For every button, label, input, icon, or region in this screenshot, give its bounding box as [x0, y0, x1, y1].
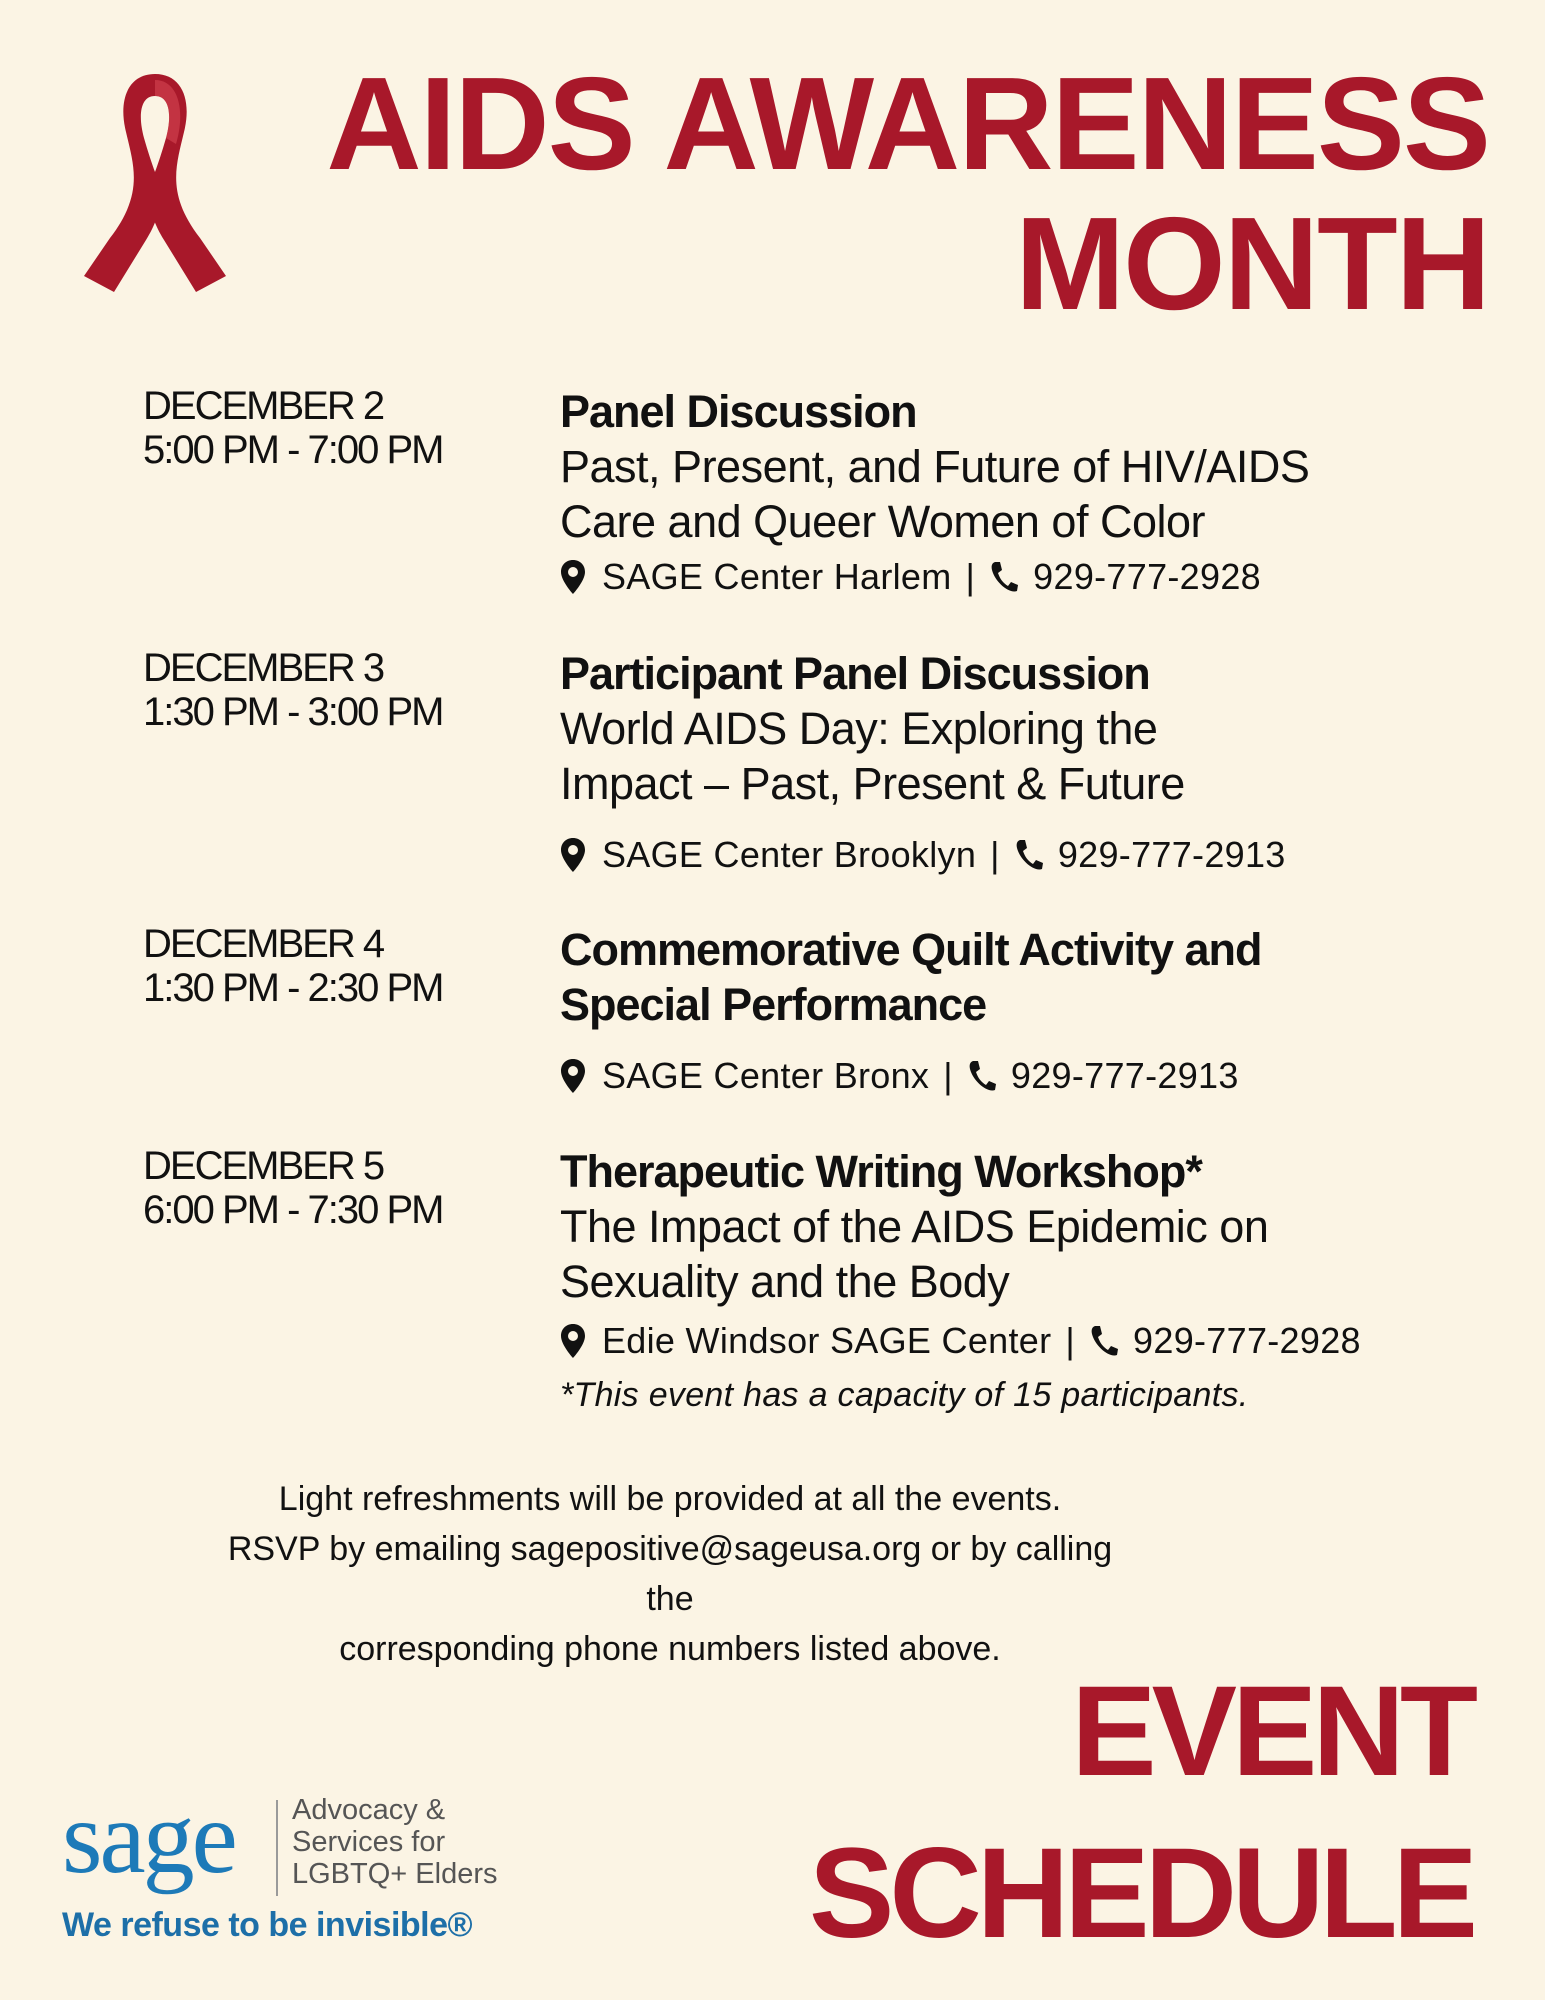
- page-title-line1: AIDS AWARENESS: [326, 50, 1489, 197]
- footer-line: Light refreshments will be provided at all the events.: [278, 1480, 1062, 1518]
- event-title: Therapeutic Writing Workshop*: [560, 1146, 1202, 1197]
- phone-icon: [1089, 1324, 1119, 1358]
- event-details: [560, 1144, 1510, 1417]
- sage-wordmark: sage: [62, 1780, 235, 1895]
- event-subtitle-line: Care and Queer Women of Color: [560, 496, 1205, 547]
- rsvp-info: [200, 1474, 1140, 1674]
- event-location: SAGE Center Harlem: [602, 556, 952, 597]
- event-subtitle-line: World AIDS Day: Exploring the: [560, 703, 1158, 754]
- location-pin-icon: [560, 559, 586, 595]
- logo-tagline: [292, 1794, 552, 1890]
- event-details: [560, 646, 1510, 877]
- separator: |: [965, 556, 976, 597]
- logo-tagline-line: Services for: [292, 1826, 446, 1858]
- event-phone[interactable]: 929-777-2913: [1057, 834, 1286, 875]
- event-subtitle: [560, 701, 1510, 811]
- event-title-line: Special Performance: [560, 979, 987, 1030]
- event-date: DECEMBER 3: [143, 646, 384, 690]
- event-subtitle-line: Sexuality and the Body: [560, 1256, 1010, 1307]
- event-when: [143, 1144, 442, 1232]
- event-time: 1:30 PM - 3:00 PM: [143, 690, 443, 734]
- footer-line: corresponding phone numbers listed above.: [339, 1630, 1001, 1668]
- event-location: SAGE Center Brooklyn: [602, 834, 977, 875]
- event-subtitle: [560, 439, 1510, 549]
- event-time: 1:30 PM - 2:30 PM: [143, 966, 443, 1010]
- event-time: 6:00 PM - 7:30 PM: [143, 1188, 443, 1232]
- event-title: Panel Discussion: [560, 386, 917, 437]
- event-details: [560, 384, 1510, 599]
- event-when: [143, 646, 442, 734]
- event-phone[interactable]: 929-777-2928: [1133, 1320, 1361, 1361]
- phone-icon: [1014, 838, 1044, 872]
- location-pin-icon: [560, 837, 586, 873]
- footer-line: RSVP by emailing sagepositive@sageusa.org or by calling the: [227, 1530, 1113, 1618]
- logo-tagline-line: Advocacy &: [292, 1794, 446, 1826]
- event-details: [560, 922, 1510, 1098]
- event-phone[interactable]: 929-777-2913: [1010, 1055, 1239, 1096]
- event-subtitle: [560, 1199, 1510, 1309]
- schedule-heading-line1: EVENT: [1071, 1660, 1473, 1803]
- event-capacity-note: *This event has a capacity of 15 participants.: [560, 1376, 1249, 1414]
- event-when: [143, 922, 442, 1010]
- event-title: [560, 922, 1510, 1032]
- location-pin-icon: [560, 1323, 586, 1359]
- event-subtitle-line: The Impact of the AIDS Epidemic on: [560, 1201, 1269, 1252]
- phone-icon: [967, 1059, 997, 1093]
- logo-tagline-line: LGBTQ+ Elders: [292, 1858, 498, 1890]
- event-location-row: [560, 1319, 1510, 1363]
- separator: |: [1065, 1320, 1076, 1361]
- event-location: Edie Windsor SAGE Center: [602, 1320, 1052, 1361]
- event-time: 5:00 PM - 7:00 PM: [143, 428, 443, 472]
- logo-slogan: We refuse to be invisible®: [62, 1906, 473, 1944]
- event-location-row: [560, 833, 1510, 877]
- event-title: Participant Panel Discussion: [560, 648, 1150, 699]
- separator: |: [990, 834, 1000, 875]
- event-date: DECEMBER 4: [143, 922, 384, 966]
- separator: |: [943, 1055, 953, 1096]
- event-date: DECEMBER 5: [143, 1144, 384, 1188]
- event-title-line: Commemorative Quilt Activity and: [560, 924, 1262, 975]
- event-phone[interactable]: 929-777-2928: [1033, 556, 1261, 597]
- event-location-row: [560, 555, 1510, 599]
- event-location-row: [560, 1054, 1510, 1098]
- event-date: DECEMBER 2: [143, 384, 384, 428]
- red-ribbon-icon: [70, 66, 240, 296]
- event-when: [143, 384, 442, 472]
- event-subtitle-line: Past, Present, and Future of HIV/AIDS: [560, 441, 1310, 492]
- phone-icon: [989, 560, 1019, 594]
- page-title-line2: MONTH: [1015, 190, 1489, 337]
- schedule-heading-line2: SCHEDULE: [808, 1822, 1473, 1965]
- logo-divider: [276, 1800, 278, 1896]
- location-pin-icon: [560, 1058, 586, 1094]
- event-location: SAGE Center Bronx: [602, 1055, 930, 1096]
- event-subtitle-line: Impact – Past, Present & Future: [560, 758, 1185, 809]
